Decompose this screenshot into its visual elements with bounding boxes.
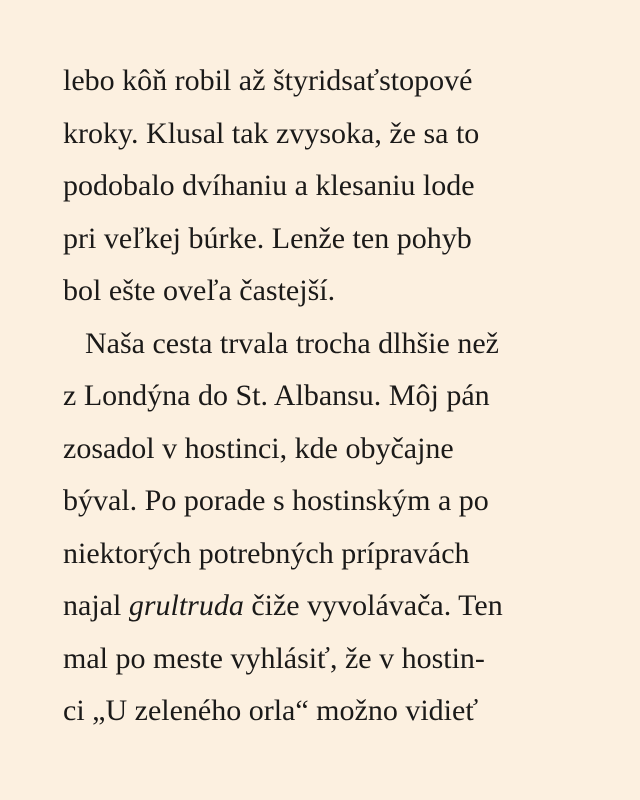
- text-line-2: kroky. Klusal tak zvysoka, že sa to: [63, 116, 480, 150]
- text-line-6-paragraph-start: Naša cesta trvala trocha dlhšie než: [85, 326, 499, 360]
- text-line-11-after: čiže vyvolávača. Ten: [243, 589, 503, 622]
- text-line-11: [63, 580, 623, 633]
- text-line-3: podobalo dvíhaniu a klesaniu lode: [63, 169, 475, 202]
- text-line-5: bol ešte oveľa častejší.: [63, 274, 336, 307]
- text-line-13: ci „U zeleného orla“ možno vidieť: [63, 694, 479, 727]
- text-line-4: pri veľkej búrke. Lenže ten pohyb: [63, 221, 472, 255]
- italic-term: grultruda: [128, 589, 244, 622]
- text-line-9: býval. Po porade s hostinským a po: [63, 484, 489, 517]
- text-line-11-before: najal: [63, 589, 129, 622]
- text-line-7: z Londýna do St. Albansu. Môj pán: [63, 379, 490, 412]
- text-line-1: lebo kôň robil až štyridsaťstopové: [63, 64, 473, 97]
- text-line-10: niektorých potrebných prípravách: [63, 536, 470, 570]
- text-line-12: mal po meste vyhlásiť, že v hostin-: [63, 641, 485, 675]
- body-text: [63, 55, 623, 738]
- text-line-8: zosadol v hostinci, kde obyčajne: [63, 431, 454, 465]
